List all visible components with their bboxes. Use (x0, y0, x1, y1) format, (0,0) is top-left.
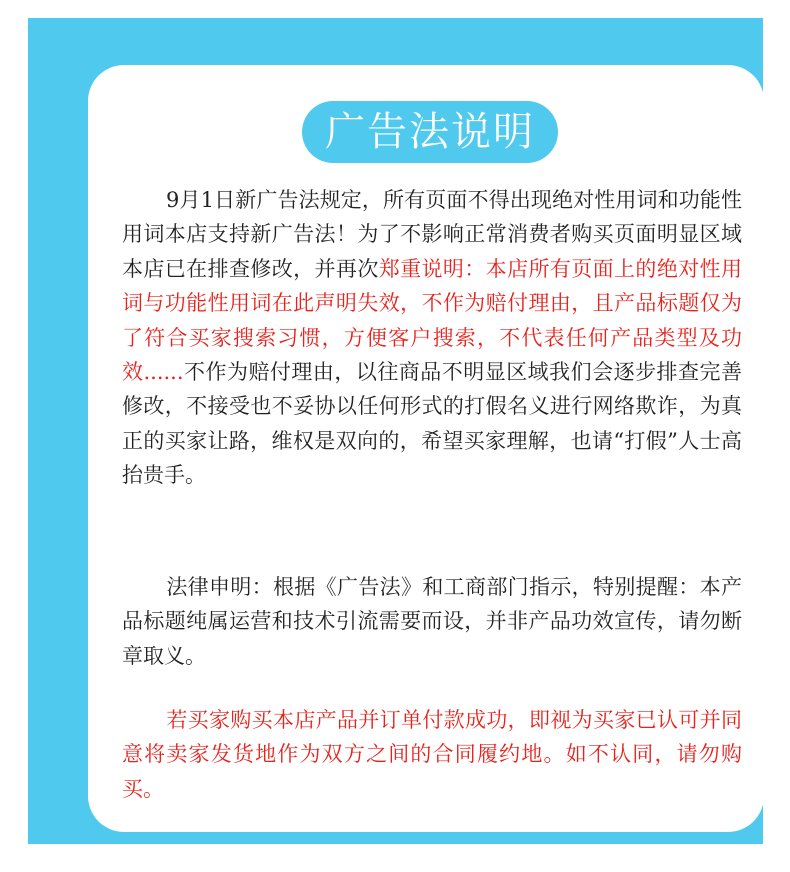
legal-statement-paragraph (122, 570, 742, 673)
legal-statement-text: 法律申明：根据《广告法》和工商部门指示，特别提醒：本产品标题纯属运营和技术引流需要而设，并非产品功效宣传，请勿断章取义。 (122, 575, 742, 668)
notice-card (88, 65, 764, 832)
outer-frame (28, 18, 763, 844)
paragraph-1-highlight: 郑重说明：本店所有页面上的绝对性用词与功能性用词在此声明失效，不作为赔付理由，且产品标题仅为了符合买家搜索习惯，方便客户搜索，不代表任何产品类型及功效...... (122, 256, 743, 385)
paragraph-1-outro: 不作为赔付理由，以往商品不明显区域我们会逐步排查完善修改，不接受也不妥协以任何形式的打假名义进行网络欺诈，为真正的买家让路，维权是双向的，希望买家理解，也请“打假”人士高抬贵手。 (122, 360, 742, 488)
paragraph-1-intro: 9月1日新广告法规定，所有页面不得出现绝对性用词和功能性用词本店支持新广告法！为了不影响正常消费者购买页面明显区域本店已在排查修改，并再次 (122, 188, 742, 281)
purchase-terms-paragraph (122, 703, 742, 806)
page-title: 广告法说明 (302, 101, 558, 163)
purchase-terms-text: 若买家购买本店产品并订单付款成功，即视为买家已认可并同意将卖家发货地作为双方之间的合同履约地。如不认同，请勿购买。 (122, 708, 742, 801)
notice-paragraph-1 (122, 183, 742, 493)
